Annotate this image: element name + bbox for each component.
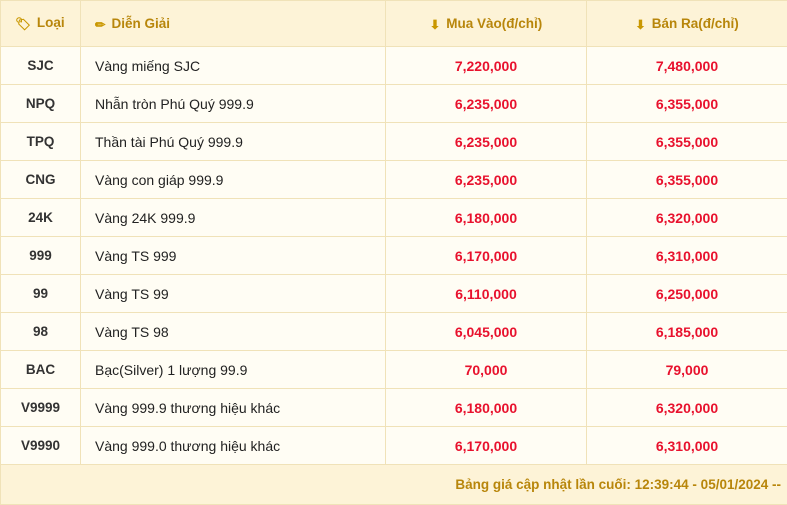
cell-description: Nhẫn tròn Phú Quý 999.9 [81,85,386,123]
cell-type: NPQ [1,85,81,123]
cell-sell-price: 6,355,000 [587,85,787,123]
table-row [1,85,787,123]
cell-sell-price: 6,355,000 [587,123,787,161]
header-row [1,1,787,47]
cell-description: Vàng TS 99 [81,275,386,313]
cell-buy-price: 70,000 [386,351,587,389]
cell-sell-price: 6,310,000 [587,237,787,275]
cell-description: Vàng 999.9 thương hiệu khác [81,389,386,427]
cell-type: BAC [1,351,81,389]
table-row [1,351,787,389]
pencil-icon: ✏ [95,17,105,32]
cell-description: Thần tài Phú Quý 999.9 [81,123,386,161]
column-header-sell [587,1,787,47]
cell-buy-price: 6,170,000 [386,237,587,275]
tag-icon: 🏷 [15,17,31,32]
table-row [1,275,787,313]
cell-description: Bạc(Silver) 1 lượng 99.9 [81,351,386,389]
table-row [1,199,787,237]
table-row [1,237,787,275]
cell-description: Vàng miếng SJC [81,47,386,85]
cell-buy-price: 6,235,000 [386,85,587,123]
cell-buy-price: 6,170,000 [386,427,587,465]
column-header-sell-label: Bán Ra(đ/chỉ) [652,16,739,31]
last-updated-text: Bảng giá cập nhật lần cuối: 12:39:44 - 05/01/2024 -- [1,465,787,505]
table-row [1,313,787,351]
table-row [1,123,787,161]
cell-sell-price: 79,000 [587,351,787,389]
cell-type: TPQ [1,123,81,161]
cell-type: 98 [1,313,81,351]
cell-type: SJC [1,47,81,85]
download-icon: ⬇ [430,17,440,32]
table-row [1,47,787,85]
cell-sell-price: 6,185,000 [587,313,787,351]
cell-buy-price: 6,045,000 [386,313,587,351]
cell-sell-price: 6,355,000 [587,161,787,199]
cell-buy-price: 6,110,000 [386,275,587,313]
cell-type: V9990 [1,427,81,465]
cell-sell-price: 7,480,000 [587,47,787,85]
column-header-type [1,1,81,47]
cell-description: Vàng con giáp 999.9 [81,161,386,199]
cell-buy-price: 6,235,000 [386,123,587,161]
cell-type: V9999 [1,389,81,427]
download-icon: ⬇ [635,17,645,32]
cell-type: 24K [1,199,81,237]
column-header-type-label: Loại [37,15,65,30]
column-header-description [81,1,386,47]
cell-sell-price: 6,310,000 [587,427,787,465]
table-body [1,47,787,465]
column-header-buy-label: Mua Vào(đ/chỉ) [446,16,542,31]
table-row [1,427,787,465]
cell-type: 999 [1,237,81,275]
cell-description: Vàng 999.0 thương hiệu khác [81,427,386,465]
cell-buy-price: 6,180,000 [386,389,587,427]
cell-buy-price: 6,235,000 [386,161,587,199]
cell-buy-price: 7,220,000 [386,47,587,85]
footer-row [1,465,787,505]
cell-type: CNG [1,161,81,199]
column-header-description-label: Diễn Giải [111,16,170,31]
table-footer [1,465,787,505]
cell-sell-price: 6,320,000 [587,199,787,237]
cell-type: 99 [1,275,81,313]
table-header [1,1,787,47]
cell-description: Vàng TS 98 [81,313,386,351]
cell-buy-price: 6,180,000 [386,199,587,237]
table-row [1,389,787,427]
cell-sell-price: 6,320,000 [587,389,787,427]
column-header-buy [386,1,587,47]
cell-sell-price: 6,250,000 [587,275,787,313]
table-row [1,161,787,199]
cell-description: Vàng 24K 999.9 [81,199,386,237]
cell-description: Vàng TS 999 [81,237,386,275]
